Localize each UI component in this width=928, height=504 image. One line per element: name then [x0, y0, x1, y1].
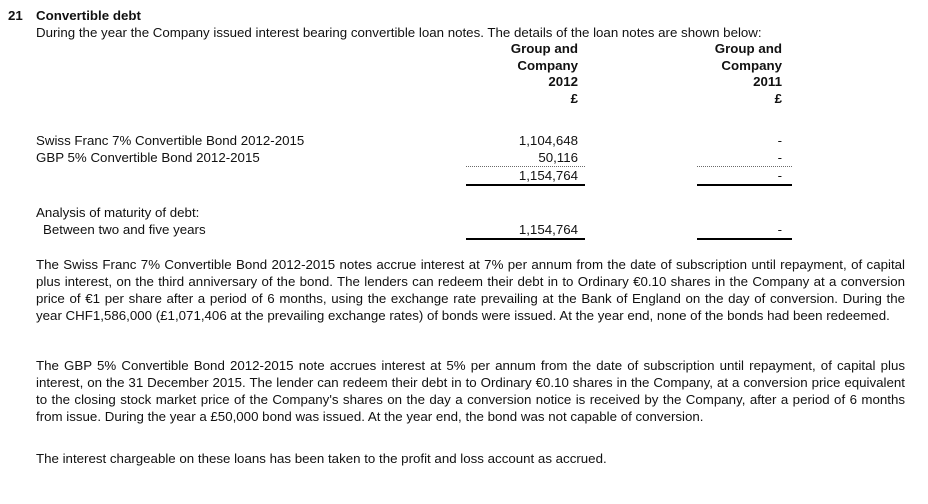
- column-gap: [585, 132, 697, 149]
- column-header-line: Company: [517, 57, 578, 73]
- note-title: Convertible debt: [36, 8, 141, 23]
- table-rows: [36, 132, 905, 186]
- row-label: Between two and five years: [43, 222, 206, 237]
- column-header-line: Group and: [714, 41, 782, 56]
- table-header-row: [36, 41, 905, 107]
- column-header-line: 2012: [548, 74, 578, 89]
- table-row-gbp-bond: [36, 149, 905, 167]
- paragraph-interest-chargeable: The interest chargeable on these loans has been taken to the profit and loss account as accrued.: [36, 451, 607, 466]
- column-header-2011: [697, 41, 792, 107]
- maturity-heading: Analysis of maturity of debt:: [36, 205, 200, 220]
- column-gap: [585, 167, 697, 186]
- maturity-amount-2011: -: [697, 221, 792, 240]
- column-gap: [585, 41, 697, 107]
- column-gap: [585, 221, 697, 240]
- row-label: GBP 5% Convertible Bond 2012-2015: [36, 150, 260, 165]
- row-label: Swiss Franc 7% Convertible Bond 2012-2015: [36, 133, 305, 148]
- column-header-line: 2011: [753, 74, 782, 89]
- loan-notes-table: [36, 41, 905, 240]
- note-heading: [0, 7, 928, 24]
- maturity-amount-2012: 1,154,764: [466, 221, 585, 240]
- column-header-line: Group and: [510, 41, 578, 56]
- table-total-row: [36, 167, 905, 186]
- amount-2012: 50,116: [466, 149, 585, 167]
- total-2012: 1,154,764: [466, 167, 585, 186]
- column-gap: [585, 149, 697, 167]
- note-number: 21: [8, 8, 23, 23]
- total-2011: -: [697, 167, 792, 186]
- column-header-line: £: [570, 90, 578, 106]
- paragraph-gbp-bond: The GBP 5% Convertible Bond 2012-2015 note accrues interest at 5% per annum from the date of subscription until repayment, of capital plus interest, on the 31 December 2015. The lender can redeem their debt in to Ordinary €0.10 shares in the Company, at a conversion price equivalent to the closing stock market price of the Company's shares on the day a conversion notice is received by the Company, after a period of 6 months from issue. During the year a £50,000 bond was issued. At the year end, the bond was not capable of conversion.: [36, 358, 905, 424]
- row-label: [36, 167, 466, 186]
- note-body: [36, 24, 905, 467]
- column-header-2012: [466, 41, 585, 107]
- header-spacer: [36, 41, 466, 107]
- maturity-row: [36, 221, 905, 240]
- column-header-line: Company: [721, 57, 782, 73]
- paragraph-swiss-franc-bond: The Swiss Franc 7% Convertible Bond 2012-2015 notes accrue interest at 7% per annum from the date of subscription until repayment, of capital plus interest, on the third anniversary of the bond. The lenders can redeem their debt in to Ordinary €0.10 shares in the Company at a conversion price of €1 per share after a period of 6 months, using the exchange rate prevailing at the Bank of England on the day of conversion. During the year CHF1,586,000 (£1,071,406 at the prevailing exchange rates) of bonds were issued. At the year end, none of the bonds had been redeemed.: [36, 257, 905, 323]
- column-header-line: £: [774, 90, 782, 106]
- intro-text: During the year the Company issued interest bearing convertible loan notes. The details of the loan notes are shown below:: [36, 25, 762, 40]
- amount-2011: -: [697, 149, 792, 167]
- amount-2011: -: [777, 133, 782, 148]
- amount-2012: 1,104,648: [518, 133, 578, 148]
- table-row-swiss-franc-bond: [36, 132, 905, 149]
